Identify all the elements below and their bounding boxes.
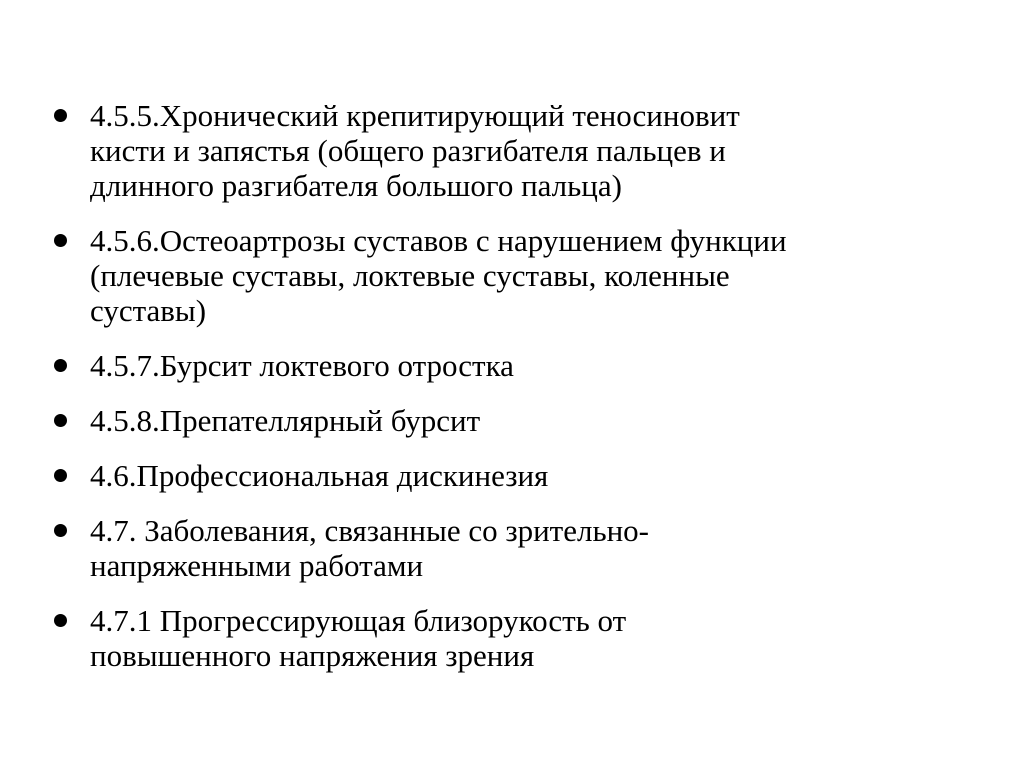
- bullet-text: 4.7.1 Прогрессирующая близорукость от повышенного напряжения зрения: [90, 603, 627, 673]
- bullet-text: 4.5.5.Хронический крепитирующий теносиновит кисти и запястья (общего разгибателя пальцев и длинного разгибателя большого пальца): [90, 98, 740, 203]
- bullet-dot-icon: [54, 234, 67, 247]
- bullet-item-4-5-6: [50, 223, 1000, 328]
- bullet-list: [50, 98, 1000, 693]
- bullet-dot-icon: [54, 614, 67, 627]
- bullet-item-4-7: [50, 513, 1000, 583]
- bullet-item-4-7-1: [50, 603, 1000, 673]
- bullet-dot-icon: [54, 359, 67, 372]
- bullet-text: 4.5.7.Бурсит локтевого отростка: [90, 348, 514, 383]
- bullet-dot-icon: [54, 524, 67, 537]
- bullet-item-4-5-5: [50, 98, 1000, 203]
- bullet-text: 4.5.6.Остеоартрозы суставов с нарушением функции (плечевые суставы, локтевые суставы, коленные суставы): [90, 223, 787, 328]
- bullet-dot-icon: [54, 109, 67, 122]
- bullet-text: 4.6.Профессиональная дискинезия: [90, 458, 549, 493]
- bullet-item-4-5-7: [50, 348, 1000, 383]
- bullet-dot-icon: [54, 469, 67, 482]
- bullet-item-4-5-8: [50, 403, 1000, 438]
- bullet-text: 4.7. Заболевания, связанные со зрительно- напряженными работами: [90, 513, 649, 583]
- bullet-item-4-6: [50, 458, 1000, 493]
- bullet-text: 4.5.8.Препателлярный бурсит: [90, 403, 481, 438]
- bullet-dot-icon: [54, 414, 67, 427]
